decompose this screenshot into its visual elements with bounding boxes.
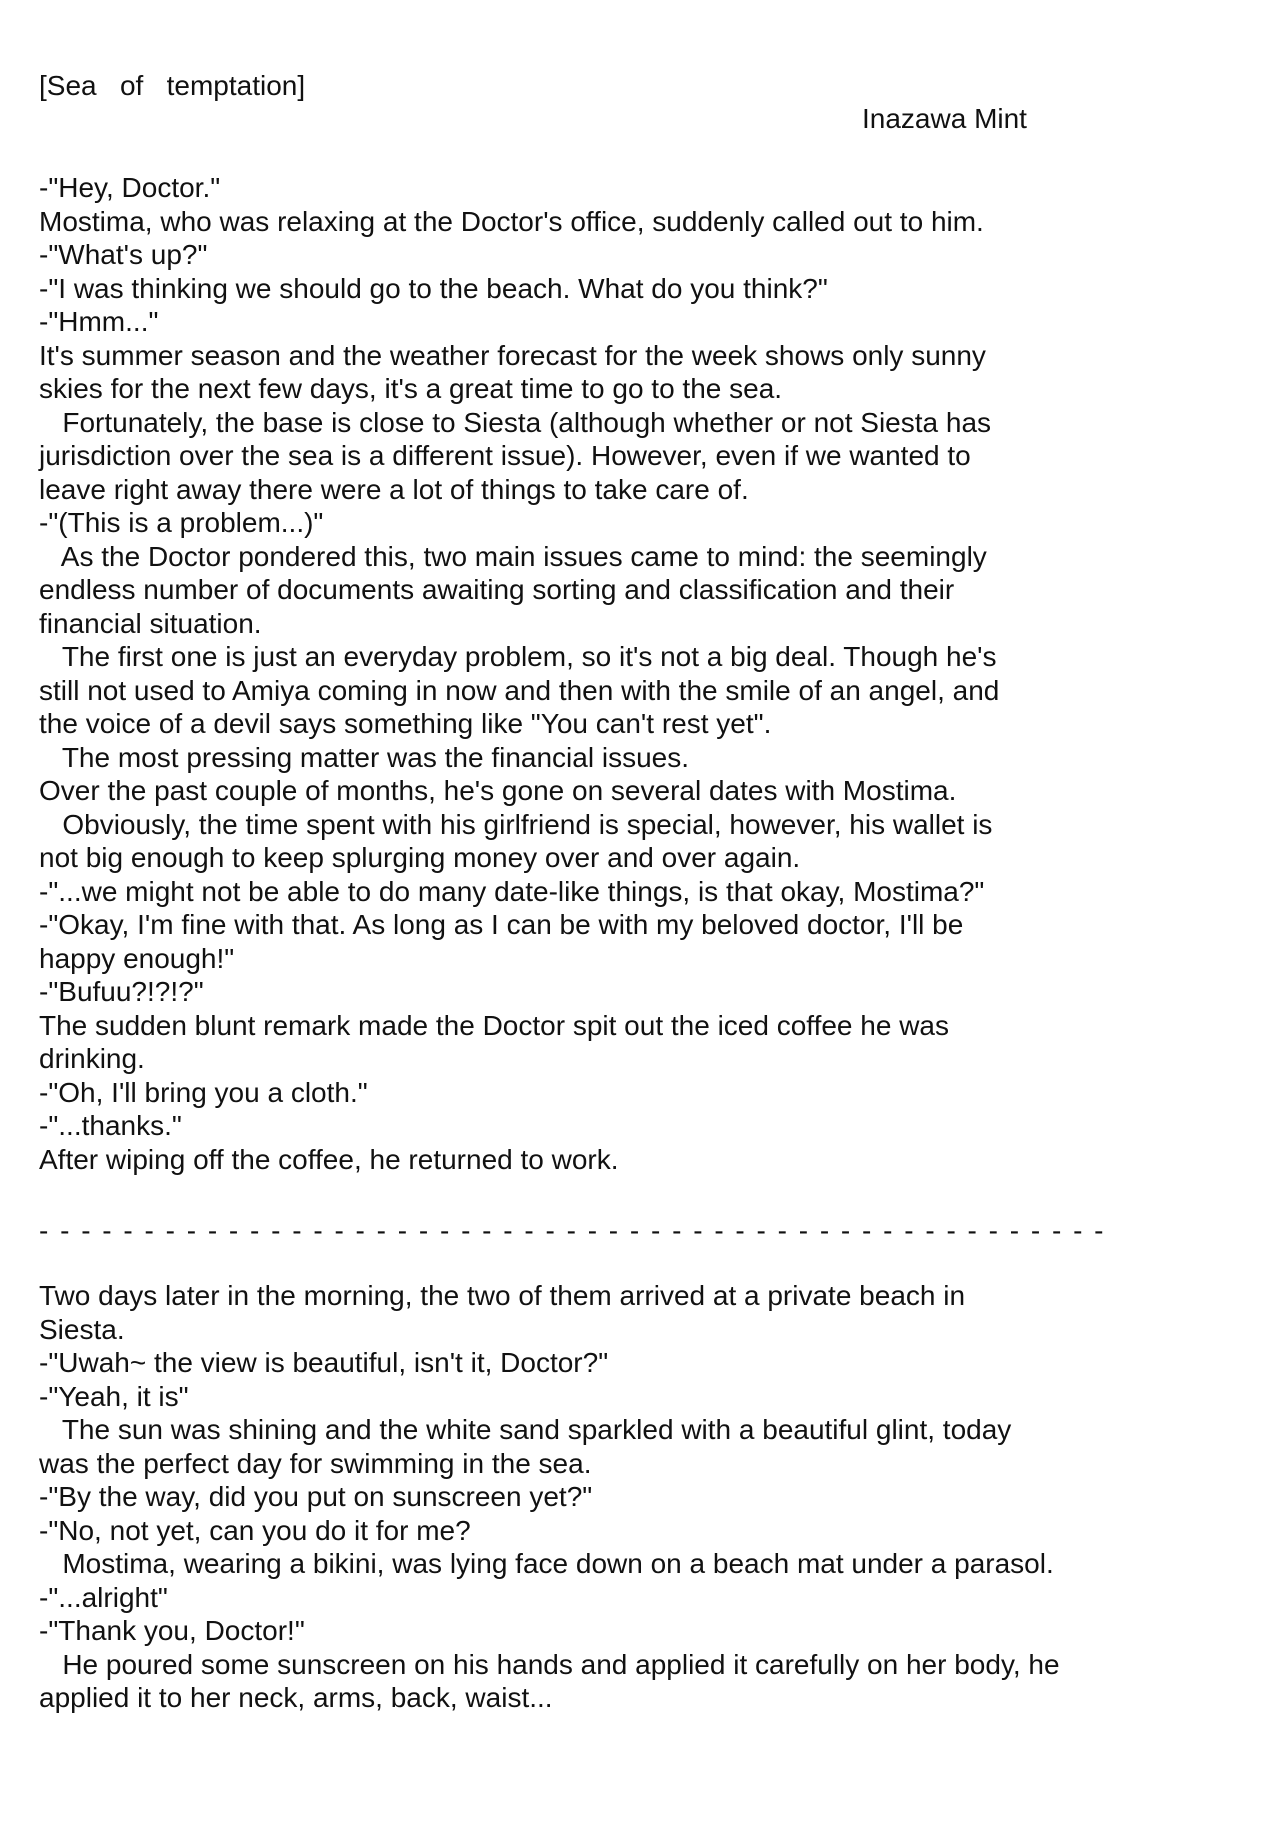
text-line: -"By the way, did you put on sunscreen yet?" <box>39 1481 593 1512</box>
text-line: -"Thank you, Doctor!" <box>39 1615 305 1646</box>
text-line: skies for the next few days, it's a great time to go to the sea. <box>39 373 783 404</box>
text-line: -"...thanks." <box>39 1110 182 1141</box>
text-line: Siesta. <box>39 1313 125 1345</box>
text-line: -"Yeah, it is" <box>39 1380 189 1412</box>
text-line: not big enough to keep splurging money over and over again. <box>39 842 801 873</box>
text-line: -"Hmm..." <box>39 306 159 337</box>
text-line: applied it to her neck, arms, back, waist... <box>39 1682 553 1713</box>
text-line: -"Hey, Doctor." <box>39 172 221 203</box>
story-title: [Sea of temptation] <box>39 70 306 101</box>
story-section-2 <box>39 1279 1060 1715</box>
text-line: Over the past couple of months, he's gone on several dates with Mostima. <box>39 775 957 806</box>
text-line: He poured some sunscreen on his hands and applied it carefully on her body, he <box>39 1648 1060 1680</box>
text-line: As the Doctor pondered this, two main issues came to mind: the seemingly <box>39 540 987 572</box>
text-line: -"What's up?" <box>39 239 208 270</box>
text-line: Mostima, who was relaxing at the Doctor's office, suddenly called out to him. <box>39 205 984 237</box>
text-line: -"(This is a problem...)" <box>39 507 324 538</box>
text-line: It's summer season and the weather forecast for the week shows only sunny <box>39 339 986 371</box>
text-line: Two days later in the morning, the two of them arrived at a private beach in <box>39 1280 966 1311</box>
text-line: After wiping off the coffee, he returned to work. <box>39 1143 619 1175</box>
text-line: -"No, not yet, can you do it for me? <box>39 1514 471 1546</box>
text-line: The first one is just an everyday problem, so it's not a big deal. Though he's <box>39 641 997 672</box>
author-name: Inazawa Mint <box>862 103 1027 134</box>
text-line: drinking. <box>39 1043 145 1074</box>
text-line: -"Oh, I'll bring you a cloth." <box>39 1076 368 1108</box>
text-line: The sudden blunt remark made the Doctor spit out the iced coffee he was <box>39 1009 949 1041</box>
text-line: endless number of documents awaiting sorting and classification and their <box>39 574 955 605</box>
text-line: The sun was shining and the white sand sparkled with a beautiful glint, today <box>39 1414 1012 1445</box>
text-line: Obviously, the time spent with his girlfriend is special, however, his wallet is <box>39 808 993 840</box>
text-line: The most pressing matter was the financial issues. <box>39 741 689 773</box>
section-divider: - - - - - - - - - - - - - - - - - - - - - - - - - - - - - - - - - - - - - - - - - - - - - - - - - - - <box>39 1215 1106 1246</box>
text-line: leave right away there were a lot of things to take care of. <box>39 473 749 505</box>
story-section-1 <box>39 171 999 1176</box>
text-line: -"...alright" <box>39 1581 168 1613</box>
text-line: happy enough!" <box>39 942 235 974</box>
text-line: Mostima, wearing a bikini, was lying face down on a beach mat under a parasol. <box>39 1548 1054 1579</box>
text-line: Fortunately, the base is close to Siesta (although whether or not Siesta has <box>39 406 992 438</box>
text-line: still not used to Amiya coming in now and then with the smile of an angel, and <box>39 674 1000 706</box>
text-line: -"Bufuu?!?!?" <box>39 976 204 1007</box>
text-line: the voice of a devil says something like "You can't rest yet". <box>39 708 772 739</box>
text-line: -"Okay, I'm fine with that. As long as I can be with my beloved doctor, I'll be <box>39 909 964 940</box>
text-line: -"...we might not be able to do many date-like things, is that okay, Mostima?" <box>39 875 985 907</box>
text-line: -"Uwah~ the view is beautiful, isn't it, Doctor?" <box>39 1347 609 1378</box>
text-line: was the perfect day for swimming in the sea. <box>39 1447 592 1479</box>
text-line: financial situation. <box>39 607 262 639</box>
text-line: -"I was thinking we should go to the beach. What do you think?" <box>39 272 828 304</box>
text-line: jurisdiction over the sea is a different issue). However, even if we wanted to <box>39 440 971 471</box>
